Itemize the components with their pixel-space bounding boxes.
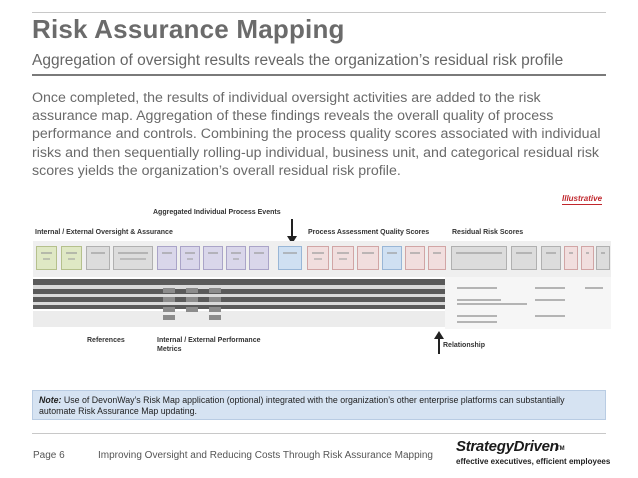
note-text [39, 395, 599, 417]
label-residual-risk-scores: Residual Risk Scores [452, 229, 524, 236]
arrow-up-icon [434, 331, 444, 339]
map-cell [249, 246, 269, 270]
relationship-arrow-line [438, 338, 440, 354]
footer-divider [32, 433, 606, 434]
label-oversight-assurance: Internal / External Oversight & Assurance [35, 229, 173, 236]
label-references: References [87, 337, 125, 344]
illustrative-tag: Illustrative [562, 194, 603, 203]
note-body: Use of DevonWay’s Risk Map application (optional) integrated with the organization’s other enterprise platforms can substantially automate Risk Assurance Map updating. [39, 395, 565, 416]
map-cell [405, 246, 425, 270]
map-cell [541, 246, 561, 270]
metric-chip [209, 307, 221, 312]
map-cell [61, 246, 82, 270]
map-cell [278, 246, 302, 270]
brand-tagline: effective executives, efficient employees [456, 457, 611, 466]
note-box [32, 390, 606, 420]
label-performance-metrics-line2: Metrics [157, 346, 182, 353]
map-cell [511, 246, 537, 270]
metric-chip [163, 315, 175, 320]
risk-assurance-map [33, 241, 611, 329]
label-relationship: Relationship [443, 342, 486, 349]
body-paragraph: Once completed, the results of individual oversight activities are added to the risk assurance map. Aggregation of these findings reveals the overall quality of process performance and controls. Combining the process quality scores associated with individual risks and then sequentially rolling-up individual, business unit, and categorical residual risk scores yields the organization’s overall residual risk profile. [32, 90, 601, 179]
page-title: Risk Assurance Mapping [32, 14, 345, 44]
label-process-quality-scores: Process Assessment Quality Scores [308, 229, 430, 236]
map-cell [203, 246, 223, 270]
page-subtitle: Aggregation of oversight results reveals the organization’s residual risk profile [32, 52, 564, 69]
map-cell [564, 246, 578, 270]
metric-chip [186, 288, 198, 293]
metric-chip [163, 288, 175, 293]
header-top-rule [32, 12, 606, 13]
page-number: Page 6 [33, 450, 65, 461]
metric-chip [163, 307, 175, 312]
metric-chip [186, 307, 198, 312]
map-cell [113, 246, 153, 270]
metric-chip [209, 315, 221, 320]
metric-chip [163, 297, 175, 302]
map-cell [428, 246, 446, 270]
header-divider [32, 74, 606, 76]
map-cell [180, 246, 200, 270]
map-cell [382, 246, 402, 270]
trademark-mark: TM [556, 446, 565, 452]
note-label: Note: [39, 395, 62, 405]
map-cell [307, 246, 329, 270]
map-cell [581, 246, 594, 270]
residual-risk-detail [445, 277, 611, 329]
map-cell [86, 246, 110, 270]
metric-chip [209, 288, 221, 293]
map-cell [332, 246, 354, 270]
metric-chip [186, 297, 198, 302]
map-cell [226, 246, 246, 270]
footer-title: Improving Oversight and Reducing Costs Through Risk Assurance Mapping [98, 450, 433, 461]
map-cell [596, 246, 610, 270]
strategydriven-logo: StrategyDriven [456, 438, 559, 455]
map-cell [357, 246, 379, 270]
map-cell [157, 246, 177, 270]
map-cell [36, 246, 57, 270]
metric-chip [209, 297, 221, 302]
label-aggregated-events: Aggregated Individual Process Events [153, 209, 281, 216]
map-cell [451, 246, 507, 270]
label-performance-metrics-line1: Internal / External Performance [157, 337, 261, 344]
